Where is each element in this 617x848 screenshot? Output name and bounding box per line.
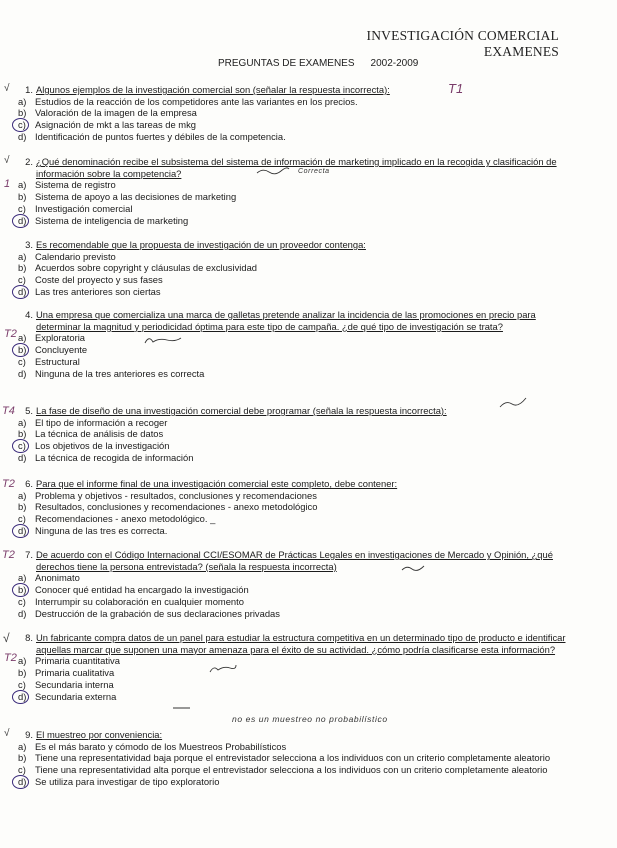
option-text: Anonimato (35, 572, 80, 584)
option-a (8, 332, 568, 344)
option-c (8, 513, 568, 525)
option-a (8, 96, 568, 108)
question-number: 8. (25, 632, 33, 643)
option-c (8, 440, 568, 452)
option-letter: d) (18, 451, 27, 463)
option-c (8, 764, 568, 776)
question-8 (8, 632, 568, 702)
option-letter: a) (18, 332, 27, 344)
pen-squiggle-icon (208, 662, 238, 674)
pen-squiggle-icon (498, 396, 528, 410)
handwritten-note: no es un muestreo no probabilístico (232, 714, 388, 724)
question-stem (8, 478, 568, 490)
option-d (8, 525, 568, 537)
option-letter: c) (18, 274, 26, 286)
check-mark-icon: √ (4, 83, 10, 94)
question-9 (8, 729, 568, 788)
option-b (8, 584, 568, 596)
option-a (8, 251, 568, 263)
option-text: Secundaria interna (35, 678, 114, 690)
option-text: Las tres anteriores son ciertas (35, 285, 161, 297)
topic-tag: 1 (4, 178, 11, 190)
question-stem (8, 405, 568, 417)
option-text: Investigación comercial (35, 202, 133, 214)
option-d (8, 215, 568, 227)
option-letter: a) (18, 489, 27, 501)
question-number: 3. (25, 239, 33, 250)
pen-squiggle-icon (143, 334, 183, 346)
option-a (8, 741, 568, 753)
check-mark-icon: √ (4, 728, 10, 739)
option-text: Exploratoria (35, 332, 86, 344)
option-b (8, 752, 568, 764)
option-letter: a) (18, 740, 27, 752)
exam-years: 2002-2009 (370, 58, 419, 69)
option-text: Secundaria externa (35, 690, 117, 702)
option-letter: a) (18, 179, 27, 191)
option-letter: d) (18, 130, 27, 142)
option-text: Asignación de mkt a las tareas de mkg (35, 119, 197, 131)
question-stem (8, 729, 568, 741)
option-text: Recomendaciones - anexo metodológico. _ (35, 513, 216, 525)
option-letter: a) (18, 655, 27, 667)
option-letter: a) (18, 572, 27, 584)
option-text: El tipo de información a recoger (35, 416, 168, 428)
question-text: De acuerdo con el Código Internacional CCI/ESOMAR de Prácticas Legales en investigaciones de Mercado y Opinión, ¿qué derechos tiene la persona entrevistada? (señala la respuesta incorrecta) (36, 549, 553, 572)
option-letter: c) (18, 440, 26, 452)
question-number: 4. (25, 309, 33, 320)
question-stem (8, 632, 568, 655)
option-text: Ninguna de las tres es correcta. (35, 524, 168, 536)
question-stem (8, 549, 568, 572)
question-number: 1. (25, 84, 33, 95)
option-letter: c) (18, 119, 26, 131)
option-text: Interrumpir su colaboración en cualquier momento (35, 595, 244, 607)
option-letter: d) (18, 367, 27, 379)
option-text: Ninguna de la tres anteriores es correcta (35, 367, 205, 379)
option-letter: b) (18, 107, 27, 119)
option-text: Problema y objetivos - resultados, conclusiones y recomendaciones (35, 489, 317, 501)
option-d (8, 452, 568, 464)
option-c (8, 596, 568, 608)
topic-tag: T2 (4, 328, 17, 340)
option-c (8, 356, 568, 368)
question-text: Algunos ejemplos de la investigación comercial son (señalar la respuesta incorrecta): (36, 84, 390, 95)
option-text: Destrucción de la grabación de sus declaraciones privadas (35, 607, 280, 619)
option-letter: b) (18, 501, 27, 513)
pen-squiggle-icon (400, 563, 426, 573)
topic-tag: T2 (4, 652, 17, 664)
option-letter: b) (18, 191, 27, 203)
option-letter: c) (18, 595, 26, 607)
topic-tag: T1 (448, 81, 464, 96)
option-letter: d) (18, 285, 27, 297)
question-number: 6. (25, 478, 33, 489)
option-text: Resultados, conclusiones y recomendaciones - anexo metodológico (35, 501, 318, 513)
option-letter: b) (18, 667, 27, 679)
check-mark-icon: √ (3, 631, 10, 645)
option-letter: b) (18, 344, 27, 356)
option-b (8, 262, 568, 274)
question-3 (8, 239, 568, 298)
question-number: 5. (25, 405, 33, 416)
option-text: Calendario previsto (35, 250, 116, 262)
question-number: 9. (25, 729, 33, 740)
option-c (8, 119, 568, 131)
question-text: La fase de diseño de una investigación comercial debe programar (señala la respuesta incorrecta): (36, 405, 447, 416)
option-a (8, 417, 568, 429)
option-letter: d) (18, 775, 27, 787)
option-text: Es el más barato y cómodo de los Muestreos Probabilísticos (35, 740, 287, 752)
option-b (8, 428, 568, 440)
option-a (8, 572, 568, 584)
option-c (8, 679, 568, 691)
question-7 (8, 549, 568, 619)
option-letter: c) (18, 513, 26, 525)
question-4 (8, 309, 568, 379)
pen-squiggle-icon (255, 166, 291, 176)
check-mark-icon: √ (4, 155, 10, 166)
option-b (8, 191, 568, 203)
question-text: Para que el informe final de una investigación comercial este completo, debe contener: (36, 478, 398, 489)
question-stem (8, 309, 568, 332)
option-text: Valoración de la imagen de la empresa (35, 107, 197, 119)
option-text: Primaria cuantitativa (35, 655, 120, 667)
option-letter: c) (18, 764, 26, 776)
option-text: Concluyente (35, 344, 88, 356)
option-text: Sistema de registro (35, 179, 116, 191)
option-letter: c) (18, 202, 26, 214)
option-letter: a) (18, 250, 27, 262)
option-text: Sistema de apoyo a las decisiones de marketing (35, 191, 237, 203)
question-text: ¿Qué denominación recibe el subsistema del sistema de información de marketing implicado en la recogida y clasificación de información sobre la competencia? (36, 156, 557, 179)
question-stem (8, 239, 568, 251)
option-text: Estudios de la reacción de los competidores ante las variantes en los precios. (35, 95, 358, 107)
option-text: Se utiliza para investigar de tipo exploratorio (35, 775, 220, 787)
option-letter: d) (18, 524, 27, 536)
option-letter: a) (18, 95, 27, 107)
question-number: 2. (25, 156, 33, 167)
option-letter: b) (18, 428, 27, 440)
question-5 (8, 405, 568, 464)
question-text: Es recomendable que la propuesta de investigación de un proveedor contenga: (36, 239, 366, 250)
handwritten-note: Correcta (298, 168, 330, 175)
option-d (8, 608, 568, 620)
topic-tag: T2 (2, 478, 15, 490)
option-d (8, 368, 568, 380)
option-d (8, 691, 568, 703)
pen-dash-icon (172, 705, 192, 711)
option-text: Identificación de puntos fuertes y débiles de la competencia. (35, 130, 286, 142)
option-letter: d) (18, 214, 27, 226)
option-letter: c) (18, 678, 26, 690)
topic-tag: T2 (2, 549, 15, 561)
option-letter: b) (18, 262, 27, 274)
option-b (8, 107, 568, 119)
option-d (8, 131, 568, 143)
option-b (8, 501, 568, 513)
question-text: Un fabricante compra datos de un panel para estudiar la estructura competitiva en un determinado tipo de producto e identificar aquellas marcar que suponen una mayor amenaza para el éxito de su actividad. ¿cómo podría clasificarse esta información? (36, 632, 566, 655)
option-text: Primaria cualitativa (35, 667, 115, 679)
option-letter: d) (18, 690, 27, 702)
option-letter: c) (18, 355, 26, 367)
question-number: 7. (25, 549, 33, 560)
option-d (8, 286, 568, 298)
option-b (8, 667, 568, 679)
option-text: La técnica de recogida de información (35, 451, 194, 463)
option-b (8, 344, 568, 356)
option-text: Acuerdos sobre copyright y cláusulas de exclusividad (35, 262, 257, 274)
question-stem (8, 84, 568, 96)
option-c (8, 203, 568, 215)
option-letter: b) (18, 752, 27, 764)
option-letter: a) (18, 416, 27, 428)
exam-heading-label: PREGUNTAS DE EXAMENES (218, 58, 355, 69)
option-text: Coste del proyecto y sus fases (35, 274, 163, 286)
option-c (8, 274, 568, 286)
option-text: La técnica de análisis de datos (35, 428, 164, 440)
option-text: Conocer qué entidad ha encargado la investigación (35, 584, 249, 596)
topic-tag: T4 (2, 405, 15, 417)
doc-subtitle-exams: EXAMENES (483, 44, 559, 59)
question-1 (8, 84, 568, 143)
option-a (8, 179, 568, 191)
question-text: Una empresa que comercializa una marca de galletas pretende analizar la incidencia de las promociones en precio para determinar la magnitud y periodicidad óptima para este tipo de campaña. ¿de qué tipo de investigación se trata? (36, 309, 536, 332)
option-text: Tiene una representatividad alta porque el entrevistador selecciona a los individuos con un criterio completamente aleatorio (35, 764, 548, 776)
option-text: Tiene una representatividad baja porque el entrevistador selecciona a los individuos con un criterio completamente aleatorio (35, 752, 551, 764)
option-letter: d) (18, 607, 27, 619)
option-d (8, 776, 568, 788)
option-text: Estructural (35, 355, 80, 367)
question-text: El muestreo por conveniencia: (36, 729, 163, 740)
option-letter: b) (18, 584, 27, 596)
question-6 (8, 478, 568, 537)
option-text: Sistema de inteligencia de marketing (35, 214, 189, 226)
option-a (8, 655, 568, 667)
exam-heading (218, 58, 418, 69)
option-a (8, 490, 568, 502)
doc-title: INVESTIGACIÓN COMERCIAL (366, 28, 559, 43)
option-text: Los objetivos de la investigación (35, 440, 170, 452)
